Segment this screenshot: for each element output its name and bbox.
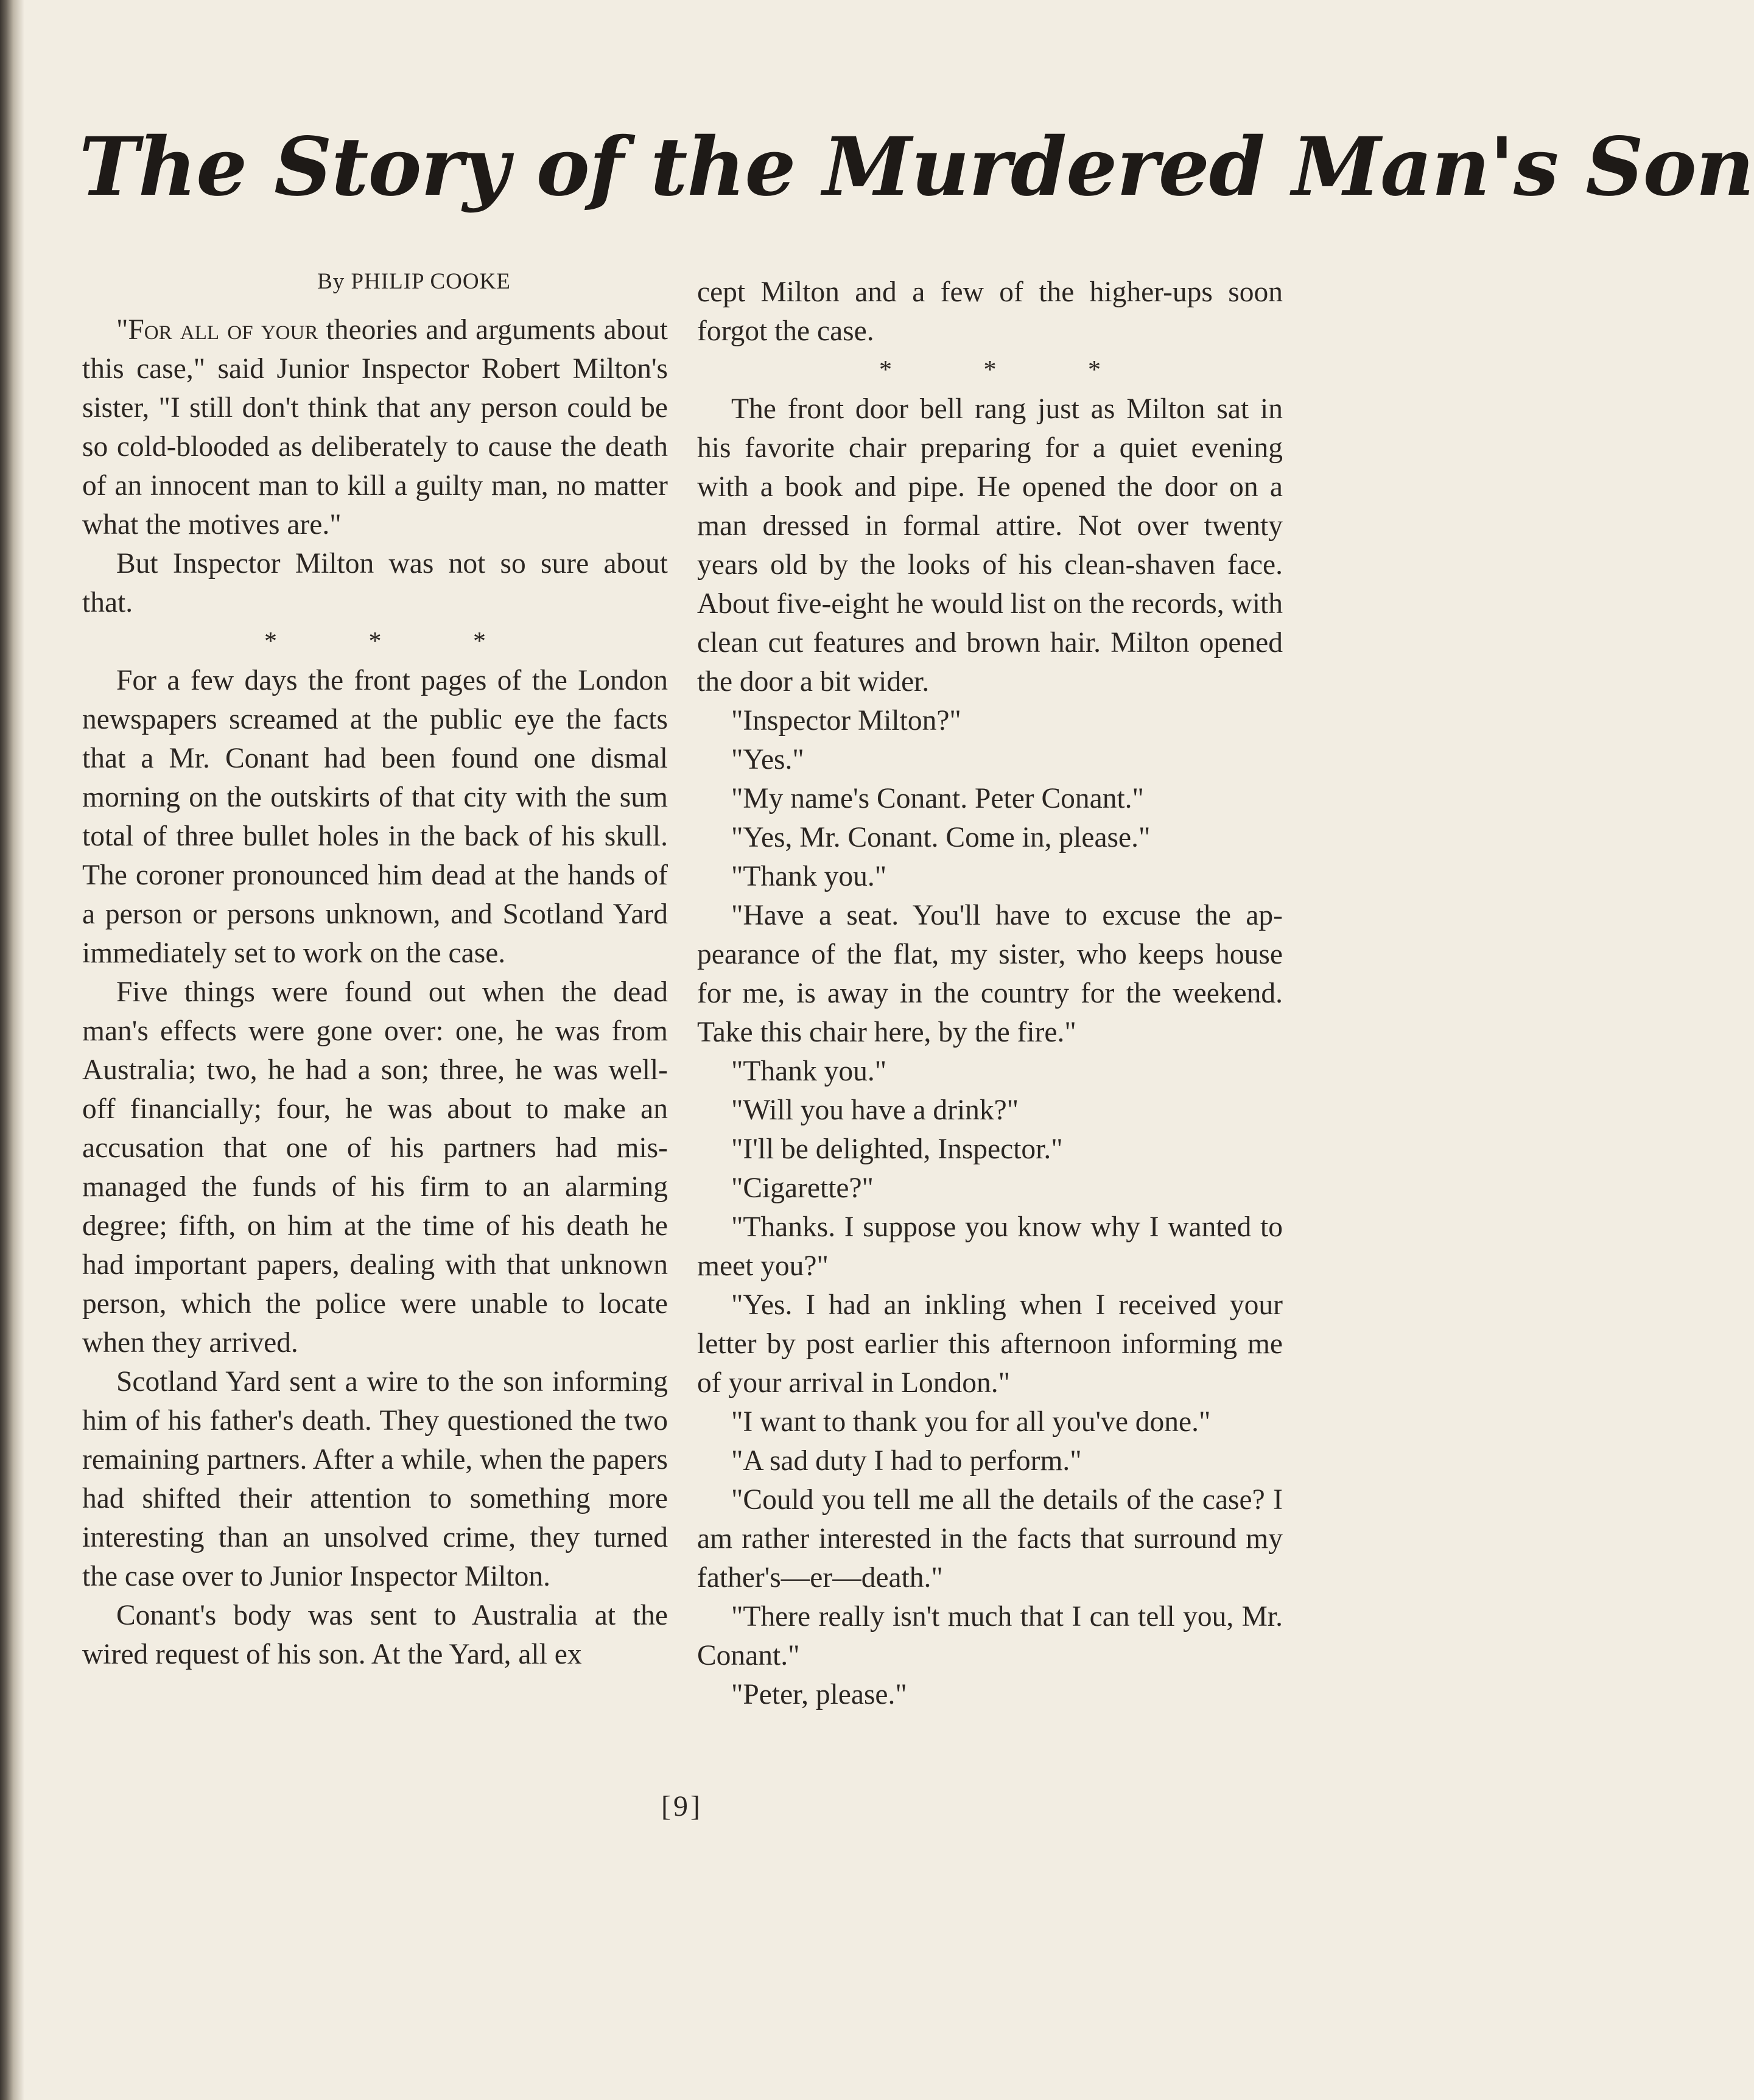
dialogue-line: "Have a seat. You'll have to excuse the appearance of the flat, my sister, who keeps house for me, is away in the country for the weekend. Take this chair here, by the fire." [697,900,1283,1048]
section-separator: * * * [879,356,1143,384]
dialogue-line: "Yes, Mr. Conant. Come in, please." [731,822,1151,853]
dialogue-line: "Peter, please." [731,1679,907,1710]
left-paragraph-1 [82,310,668,544]
dialogue-line: "Thank you." [731,861,887,892]
right-paragraph-1: cept Milton and a few of the higher-ups soon forgot the case. [697,276,1283,347]
byline: By PHILIP COOKE [317,269,511,294]
right-column [697,273,1283,1714]
dialogue-line: "Thank you." [731,1055,887,1087]
opening-small-caps: "For all of your [116,314,318,346]
right-paragraph-2: The front door bell rang just as Milton sat in his favorite chair preparing for a quiet evening with a book and pipe. He opened the door on a man dressed in formal attire. Not over twenty years old by the looks of his clean-shaven face. About five-eight he would list on the records, with clean cut features and brown hair. Milton opened the door a bit wider. [697,393,1283,698]
dialogue-line: "I want to thank you for all you've done." [731,1406,1211,1438]
left-column [82,310,668,1674]
binding-shadow [0,0,24,2100]
left-paragraph-2: But Inspector Milton was not so sure about that. [82,548,668,618]
dialogue-line: "Inspector Milton?" [731,705,961,737]
dialogue-line: "Yes." [731,744,804,775]
dialogue-line: "Yes. I had an inkling when I received your letter by post earlier this afternoon informing me of your arrival in London." [697,1289,1283,1399]
dialogue-line: "I'll be delighted, Inspector." [731,1133,1063,1165]
section-separator: * * * [264,628,528,656]
dialogue-line: "Thanks. I suppose you know why I wanted to meet you?" [697,1211,1283,1282]
dialogue-line: "A sad duty I had to perform." [731,1445,1082,1477]
dialogue-line: "Could you tell me all the details of the case? I am rather interested in the facts that surround my father's—er—death." [697,1484,1283,1594]
left-paragraph-3: For a few days the front pages of the London newspapers screamed at the public eye the facts that a Mr. Conant had been found one dismal morning on the outskirts of that city with the sum total of three bullet holes in the back of his skull. The coroner pronounced him dead at the hands of a person or persons unknown, and Scotland Yard immediately set to work on the case. [82,665,668,969]
left-paragraph-4: Five things were found out when the dead man's effects were gone over: one, he was from Australia; two, he had a son; three, he was well-off financially; four, he was about to make an accusation that one of his partners had mismanaged the funds of his firm to an alarming degree; fifth, on him at the time of his death he had important papers, dealing with that unknown person, which the police were unable to locate when they arrived. [82,976,668,1359]
opening-paragraph-text: theories and arguments about this case," said Junior Inspector Robert Milton's sister, "I still don't think that any person could be so cold-blooded as deliberately to cause the death of an innocent man to kill a guilty man, no matter what the motives are." [82,314,668,541]
left-paragraph-5: Scotland Yard sent a wire to the son informing him of his father's death. They questioned the two remaining partners. After a while, when the papers had shifted their attention to something more interesting than an unsolved crime, they turned the case over to Junior Inspector Milton. [82,1366,668,1592]
dialogue-line: "My name's Conant. Peter Conant." [731,783,1144,814]
left-paragraph-6: Conant's body was sent to Australia at the wired request of his son. At the Yard, all ex [82,1600,668,1670]
dialogue-line: "Cigarette?" [731,1172,874,1204]
dialogue-line: "Will you have a drink?" [731,1094,1019,1126]
story-title: The Story of the Murdered Man's Son [79,120,1754,214]
page-number: [9] [661,1790,703,1822]
dialogue-line: "There really isn't much that I can tell you, Mr. Conant." [697,1601,1283,1671]
